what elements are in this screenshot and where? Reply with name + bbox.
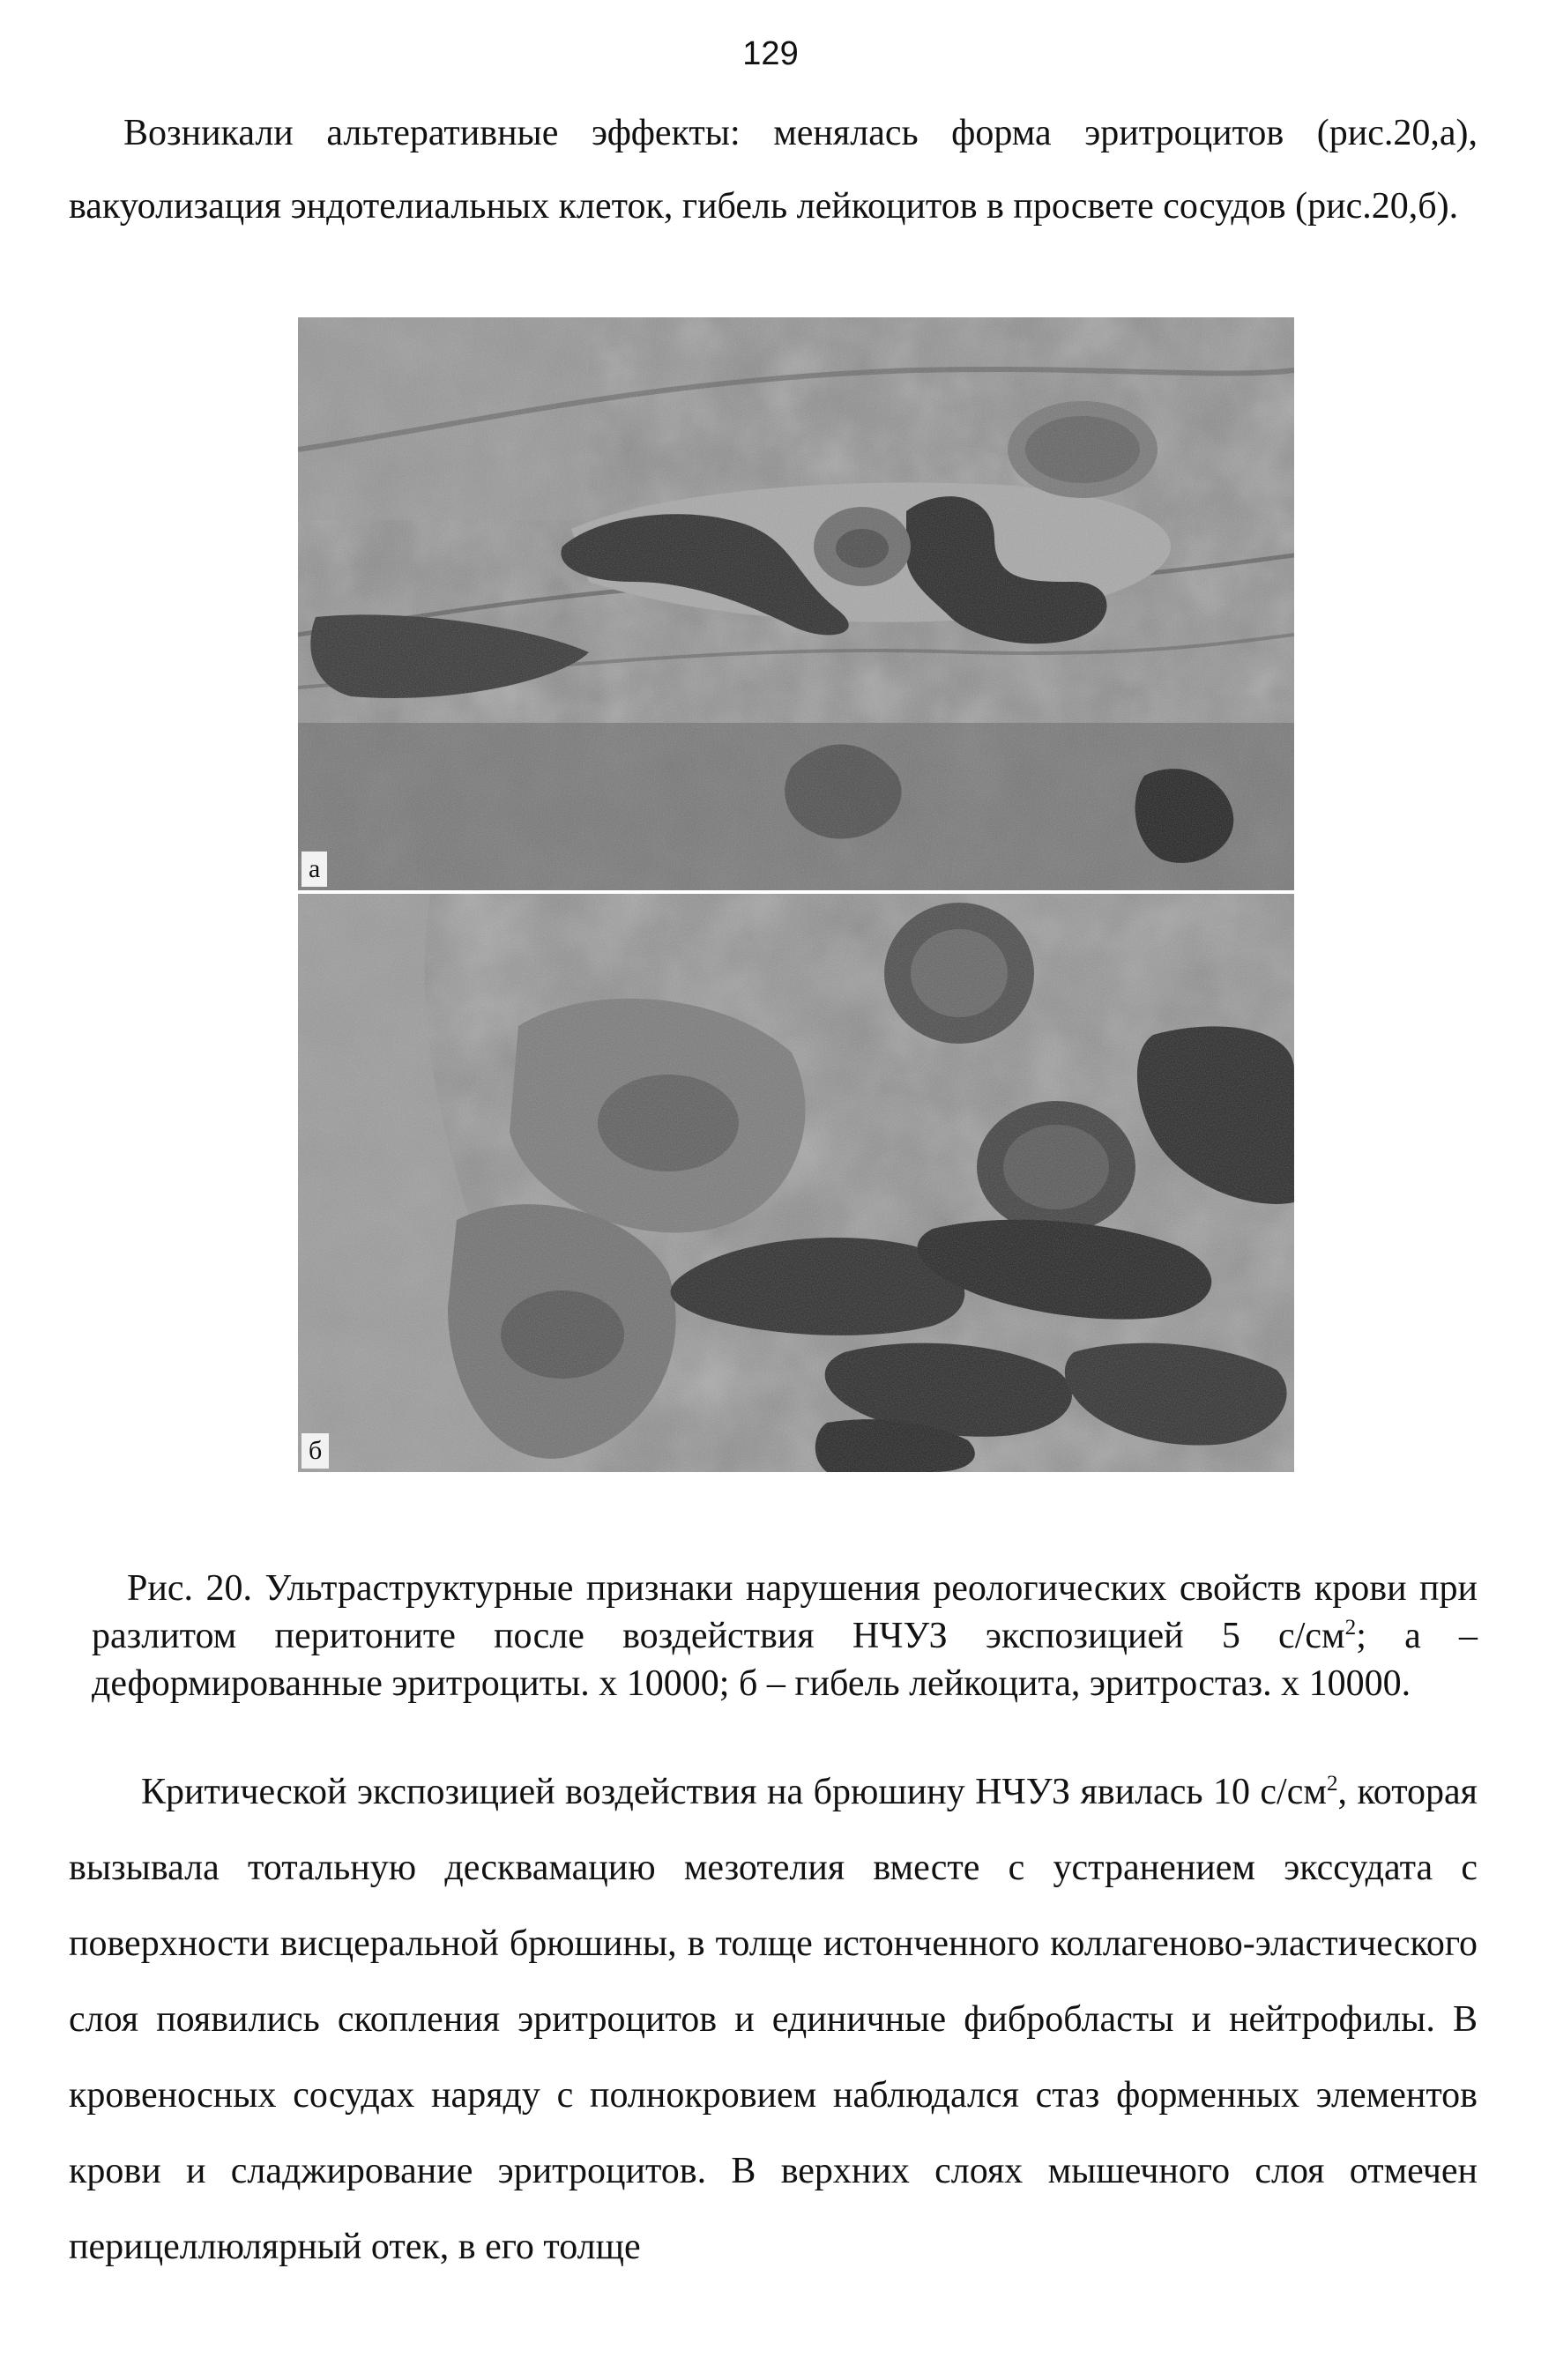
paragraph-2-text-2: , которая вызывала тотальную десквамацию мезотелия вместе с устранением экссудата с поверхности висцеральной брюшины, в толще истонченного коллагеново-эластического слоя появились скопления эритроцитов и единичные фибробласты и нейтрофилы. В кровеносных сосудах наряду с полнокровием наблюдался стаз форменных элементов крови и сладжирование эритроцитов. В верхних слоях мышечного слоя отмечен перицеллюлярный отек, в его толще [69, 1772, 1478, 2267]
figure-20 [298, 317, 1294, 1472]
micrograph-a-image [298, 317, 1294, 890]
micrograph-panel-a [298, 317, 1294, 890]
caption-superscript: 2 [1344, 1616, 1357, 1640]
panel-b-label: б [302, 1433, 329, 1469]
panel-a-label: а [302, 852, 327, 887]
micrograph-panel-b [298, 894, 1294, 1472]
paragraph-2-text-1: Критической экспозицией воздействия на брюшину НЧУЗ явилась 10 с/см [141, 1772, 1327, 1812]
caption-text-2: ; а – деформированные эритроциты. х 10000; б – гибель лейкоцита, эритростаз. х 10000. [92, 1616, 1478, 1704]
caption-text-1: Рис. 20. Ультраструктурные признаки нарушения реологических свойств крови при разлитом перитоните после воздействия НЧУЗ экспозицией 5 с/см [92, 1568, 1478, 1656]
figure-caption [92, 1565, 1478, 1707]
micrograph-b-image [298, 894, 1294, 1472]
paragraph-critical-exposure [69, 1754, 1478, 2285]
paragraph-intro: Возникали альтеративные эффекты: менялась форма эритроцитов (рис.20,а), вакуолизация эндотелиальных клеток, гибель лейкоцитов в просвете сосудов (рис.20,б). [69, 113, 1478, 227]
paragraph-2-superscript: 2 [1326, 1772, 1338, 1796]
page-number: 129 [742, 35, 799, 72]
